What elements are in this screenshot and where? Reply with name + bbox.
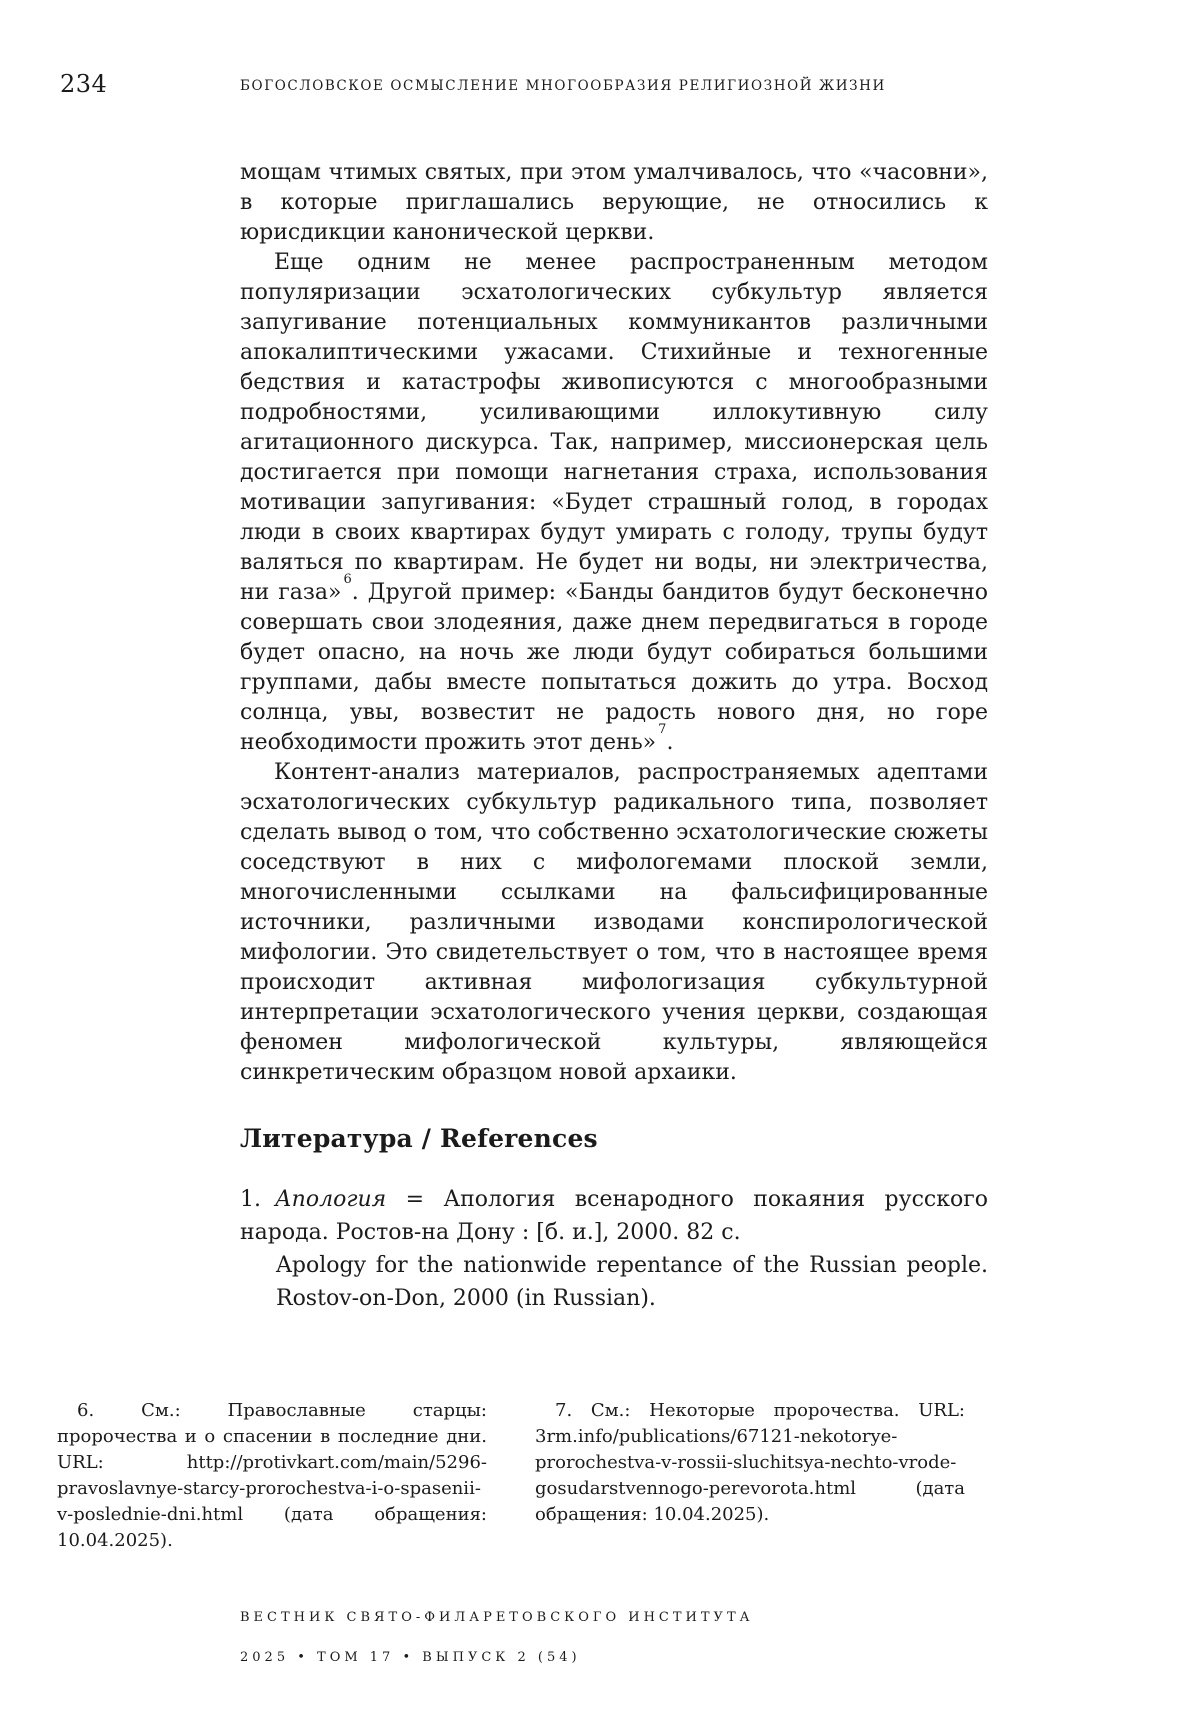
reference-item-english: Apology for the nationwide repentance of the Russian people. Rostov-on-Don, 2000 (in Russian).: [276, 1253, 988, 1311]
references-heading: Литература / References: [240, 1124, 598, 1153]
footer-journal-title: ВЕСТНИК СВЯТО-ФИЛАРЕТОВСКОГО ИНСТИТУТА: [240, 1610, 754, 1625]
footer-issue-info: 2025 • ТОМ 17 • ВЫПУСК 2 (54): [240, 1650, 581, 1665]
reference-title-italic: Апология: [275, 1187, 387, 1212]
body-paragraph-3: Контент-анализ материалов, распространяемых адептами эсхатологических субкультур радикального типа, позволяет сделать вывод о том, что собственно эсхатологические сюжеты соседствуют в них с мифологемами плоской земли, многочисленными ссылками на фальсифицированные источники, различными изводами конспирологической мифологии. Это свидетельствует о том, что в настоящее время происходит активная мифологизация субкультурной интерпретации эсхатологического учения церкви, создающая феномен мифологической культуры, являющейся синкретическим образцом новой архаики.: [240, 760, 988, 1085]
reference-item-russian: [240, 1183, 988, 1249]
main-text-column: [240, 158, 988, 1315]
footnote-marker-6: 6: [343, 571, 352, 587]
footnote-marker-7: 7: [658, 721, 667, 737]
footnotes-area: [57, 1398, 965, 1554]
paragraph-2-segment-1: Еще одним не менее распространенным методом популяризации эсхатологических субкультур является запугивание потенциальных коммуникантов различными апокалиптическими ужасами. Стихийные и техногенные бедствия и катастрофы живописуются с многообразными подробностями, усиливающими иллокутивную силу агитационного дискурса. Так, например, миссионерская цель достигается при помощи нагнетания страха, использования мотивации запугивания: «Будет страшный голод, в городах люди в своих квартирах будут умирать с голоду, трупы будут валяться по квартирам. Не будет ни воды, ни электричества, ни газа»: [240, 250, 988, 605]
footnote-6: 6. См.: Православные старцы: пророчества и о спасении в последние дни. URL: http://protivkart.com/main/5296-pravoslavnye-starcy-prorochestva-i-o-spasenii-v-poslednie-dni.html (дата обращения: 10.04.2025).: [57, 1400, 487, 1551]
reference-number: 1.: [240, 1187, 261, 1212]
footnote-7: 7. См.: Некоторые пророчества. URL: 3rm.info/publications/67121-nekotorye-prorochestva-v-rossii-sluchitsya-nechto-vrode-gosudarstvennogo-perevorota.html (дата обращения: 10.04.2025).: [535, 1400, 965, 1525]
running-header-title: БОГОСЛОВСКОЕ ОСМЫСЛЕНИЕ МНОГООБРАЗИЯ РЕЛИГИОЗНОЙ ЖИЗНИ: [240, 78, 886, 94]
reference-text-russian: = Апология всенародного покаяния русского народа. Ростов-на Дону : [б. и.], 2000. 82 с.: [240, 1187, 988, 1245]
journal-footer: [240, 1598, 753, 1678]
paragraph-2-segment-3: .: [666, 730, 674, 755]
body-paragraph-1: мощам чтимых святых, при этом умалчивалось, что «часовни», в которые приглашались верующие, не относились к юрисдикции канонической церкви.: [240, 160, 988, 245]
paragraph-2-segment-2: . Другой пример: «Банды бандитов будут бесконечно совершать свои злодеяния, даже днем передвигаться в городе будет опасно, на ночь же люди будут собираться большими группами, дабы вместе попытаться дожить до утра. Восход солнца, увы, возвестит не радость нового дня, но горе необходимости прожить этот день»: [240, 580, 988, 755]
body-paragraph-2: [240, 248, 988, 758]
page-number: 234: [60, 70, 108, 98]
references-list: [240, 1183, 988, 1315]
body-text: [240, 158, 988, 1088]
